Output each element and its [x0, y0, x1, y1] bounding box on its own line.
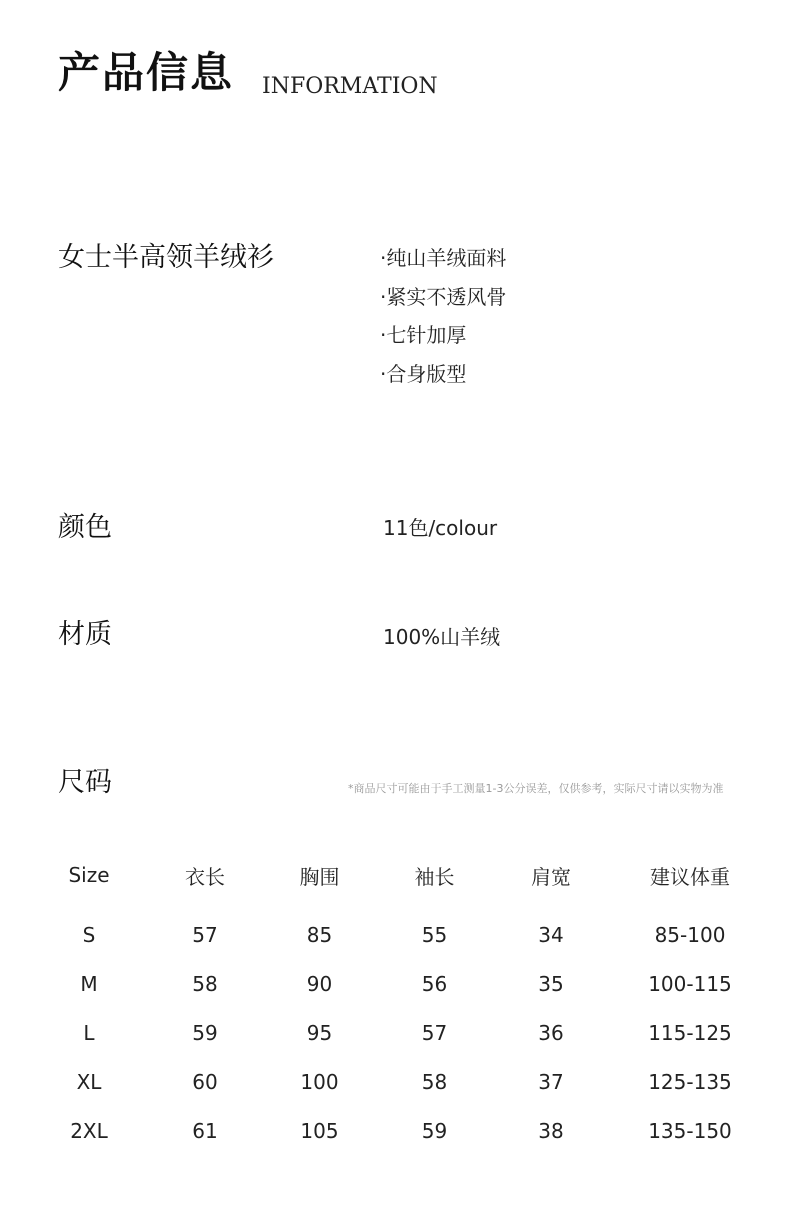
table-row — [30, 1008, 770, 1057]
table-cell: 36 — [538, 1020, 564, 1045]
table-cell: 85-100 — [654, 922, 726, 947]
table-cell: 60 — [192, 1069, 218, 1094]
feature-item: ·合身版型 — [380, 361, 467, 386]
material-label: 材质 — [58, 619, 112, 650]
table-cell: M — [80, 971, 98, 996]
table-cell: 100-115 — [648, 971, 732, 996]
table-cell: 115-125 — [648, 1020, 732, 1045]
table-cell: 55 — [421, 922, 448, 947]
page-subtitle: INFORMATION — [262, 74, 438, 99]
color-label: 颜色 — [58, 512, 112, 543]
header-length: 衣长 — [185, 864, 225, 889]
page-title: 产品信息 — [58, 48, 235, 97]
table-cell: 37 — [538, 1069, 564, 1094]
table-row — [30, 1057, 770, 1106]
table-cell: 2XL — [70, 1118, 108, 1143]
feature-list — [380, 246, 506, 400]
table-cell: 61 — [192, 1118, 218, 1143]
table-header-row — [30, 850, 770, 900]
table-cell: 35 — [538, 971, 564, 996]
feature-item: ·纯山羊绒面料 — [380, 246, 507, 270]
header-weight: 建议体重 — [650, 864, 730, 889]
table-cell: 59 — [421, 1118, 448, 1143]
product-name: 女士半高领羊绒衫 — [58, 242, 274, 273]
table-cell: 135-150 — [648, 1118, 732, 1143]
table-cell: 125-135 — [648, 1069, 732, 1094]
size-label: 尺码 — [58, 767, 112, 798]
header-shoulder: 肩宽 — [531, 864, 571, 889]
table-cell: 90 — [306, 971, 333, 996]
table-cell: 100 — [300, 1069, 339, 1094]
table-cell: L — [83, 1020, 95, 1045]
size-disclaimer: *商品尺寸可能由于手工测量1-3公分误差，仅供参考，实际尺寸请以实物为准 — [348, 782, 724, 795]
table-cell: 58 — [421, 1069, 448, 1094]
table-cell: 57 — [192, 922, 218, 947]
table-cell: S — [82, 922, 96, 947]
size-table — [30, 850, 770, 1155]
table-cell: 57 — [421, 1020, 448, 1045]
table-cell: 105 — [300, 1118, 339, 1143]
table-cell: 58 — [192, 971, 218, 996]
table-row — [30, 1106, 770, 1155]
material-value: 100%山羊绒 — [383, 625, 501, 649]
table-cell: XL — [76, 1069, 102, 1094]
table-row — [30, 900, 770, 959]
header-sleeve: 袖长 — [414, 864, 455, 889]
table-cell: 34 — [538, 922, 564, 947]
table-cell: 56 — [421, 971, 448, 996]
table-cell: 95 — [306, 1020, 333, 1045]
table-cell: 59 — [192, 1020, 218, 1045]
table-cell: 38 — [538, 1118, 564, 1143]
feature-item: ·七针加厚 — [380, 323, 467, 347]
header-chest: 胸围 — [299, 864, 340, 889]
table-row — [30, 959, 770, 1008]
header-size: Size — [68, 863, 110, 887]
table-cell: 85 — [306, 922, 333, 947]
color-value: 11色/colour — [383, 516, 498, 540]
feature-item: ·紧实不透风骨 — [380, 284, 507, 309]
